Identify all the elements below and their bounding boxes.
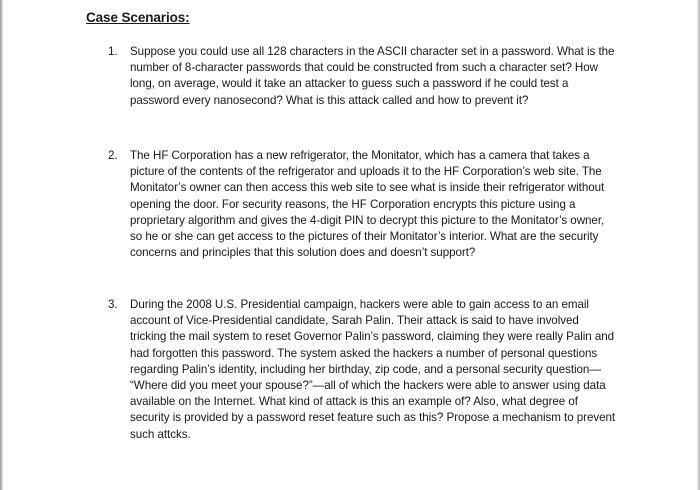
list-item-number: 1.: [108, 45, 118, 58]
list-item: [108, 44, 618, 109]
list-item: [108, 148, 618, 261]
list-item-number: 3.: [108, 298, 118, 311]
list-item-text: The HF Corporation has a new refrigerator, the Monitator, which has a camera that takes a picture of the contents of the refrigerator and uploads it to the HF Corporation’s web site. The Monitator’s owner can then access this web site to see what is inside their refrigerator without opening the door. For security reasons, the HF Corporation encrypts this picture using a proprietary algorithm and gives the 4-digit PIN to decrypt this picture to the Monitator’s owner, so he or she can get access to the pictures of their Monitator’s interior. What are the security concerns and principles that this solution does and doesn’t support?: [130, 149, 605, 260]
list-item: [108, 297, 618, 443]
list-item-text: During the 2008 U.S. Presidential campaign, hackers were able to gain access to an email account of Vice-Presidential candidate, Sarah Palin. Their attack is said to have involved tricking the mail system to reset Governor Palin’s password, claiming they were really Palin and had forgotten this password. The system asked the hackers a number of personal questions regarding Palin’s identity, including her birthday, zip code, and a personal security question— “Where did you meet your spouse?”—all of which the hackers were able to answer using data available on the Internet. What kind of attack is this an example of? Also, what degree of security is provided by a password reset feature such as this? Propose a mechanism to prevent such attcks.: [130, 298, 616, 441]
page-title: Case Scenarios:: [86, 10, 190, 25]
list-item-number: 2.: [108, 149, 118, 162]
list-item-text: Suppose you could use all 128 characters in the ASCII character set in a password. What is the number of 8-character passwords that could be constructed from such a character set? How long, on average, would it take an attacker to guess such a password if he could test a password every nanosecond? What is this attack called and how to prevent it?: [130, 45, 615, 107]
